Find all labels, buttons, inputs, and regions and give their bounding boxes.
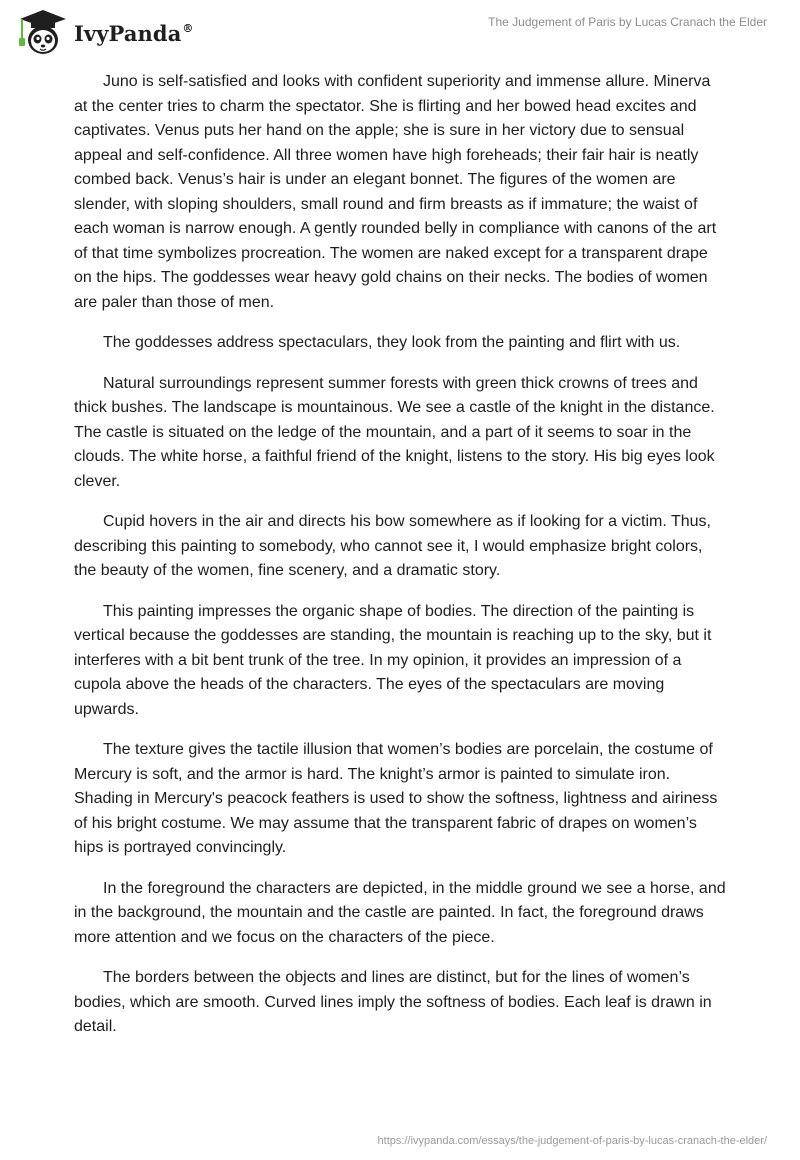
paragraph: Natural surroundings represent summer forests with green thick crowns of trees and thick bushes. The landscape is mountainous. We see a castle of the knight in the distance. The castle is situated on the ledge of the mountain, and a part of it seems to soar in the clouds. The white horse, a faithful friend of the knight, listens to the story. His big eyes look clever.	[74, 374, 715, 490]
brand-logo[interactable]	[14, 8, 194, 58]
paragraph: In the foreground the characters are depicted, in the middle ground we see a horse, and in the background, the mountain and the castle are painted. In fact, the foreground draws more attention and we focus on the characters of the piece.	[74, 879, 726, 946]
registered-mark: ®	[182, 21, 194, 35]
paragraph: The goddesses address spectaculars, they look from the painting and flirt with us.	[103, 334, 681, 351]
page-header	[0, 0, 800, 70]
paragraph: Cupid hovers in the air and directs his bow somewhere as if looking for a victim. Thus, describing this painting to somebody, who cannot see it, I would emphasize bright colors, the beauty of the women, fine scenery, and a dramatic story.	[74, 513, 711, 579]
paragraph: The texture gives the tactile illusion that women’s bodies are porcelain, the costume of Mercury is soft, and the armor is hard. The knight’s armor is painted to simulate iron. Shading in Mercury's peacock feathers is used to show the softness, lightness and airiness of his bright costume. We may assume that the transparent fabric of drapes on women’s hips is portrayed convincingly.	[74, 741, 718, 856]
panda-graduate-logo-icon	[14, 8, 72, 58]
brand-name	[74, 21, 194, 46]
source-url[interactable]: https://ivypanda.com/essays/the-judgement-of-paris-by-lucas-cranach-the-elder/	[377, 1135, 767, 1147]
brand-name-text: IvyPanda	[74, 20, 182, 46]
paragraph: Juno is self-satisfied and looks with confident superiority and immense allure. Minerva at the center tries to charm the spectator. She is flirting and her bowed head excites and captivates. Venus puts her hand on the apple; she is sure in her victory due to sensual appeal and self-confidence. All three women have high foreheads; their fair hair is neatly combed back. Venus’s hair is under an elegant bonnet. The figures of the women are slender, with sloping shoulders, small round and firm breasts as if immature; the waist of each woman is narrow enough. A gently rounded belly in compliance with canons of the art of that time symbolizes procreation. The women are naked except for a transparent drape on the hips. The goddesses wear heavy gold chains on their necks. The bodies of women are paler than those of men.	[74, 73, 717, 311]
essay-body	[74, 70, 726, 1056]
paragraph: This painting impresses the organic shape of bodies. The direction of the painting is vertical because the goddesses are standing, the mountain is reaching up to the sky, but it interferes with a bit bent trunk of the tree. In my opinion, it provides an impression of a cupola above the heads of the characters. The eyes of the spectaculars are moving upwards.	[74, 602, 712, 718]
paragraph: The borders between the objects and lines are distinct, but for the lines of women’s bodies, which are smooth. Curved lines imply the softness of bodies. Each leaf is drawn in detail.	[74, 969, 712, 1035]
document-title: The Judgement of Paris by Lucas Cranach the Elder	[488, 15, 767, 29]
